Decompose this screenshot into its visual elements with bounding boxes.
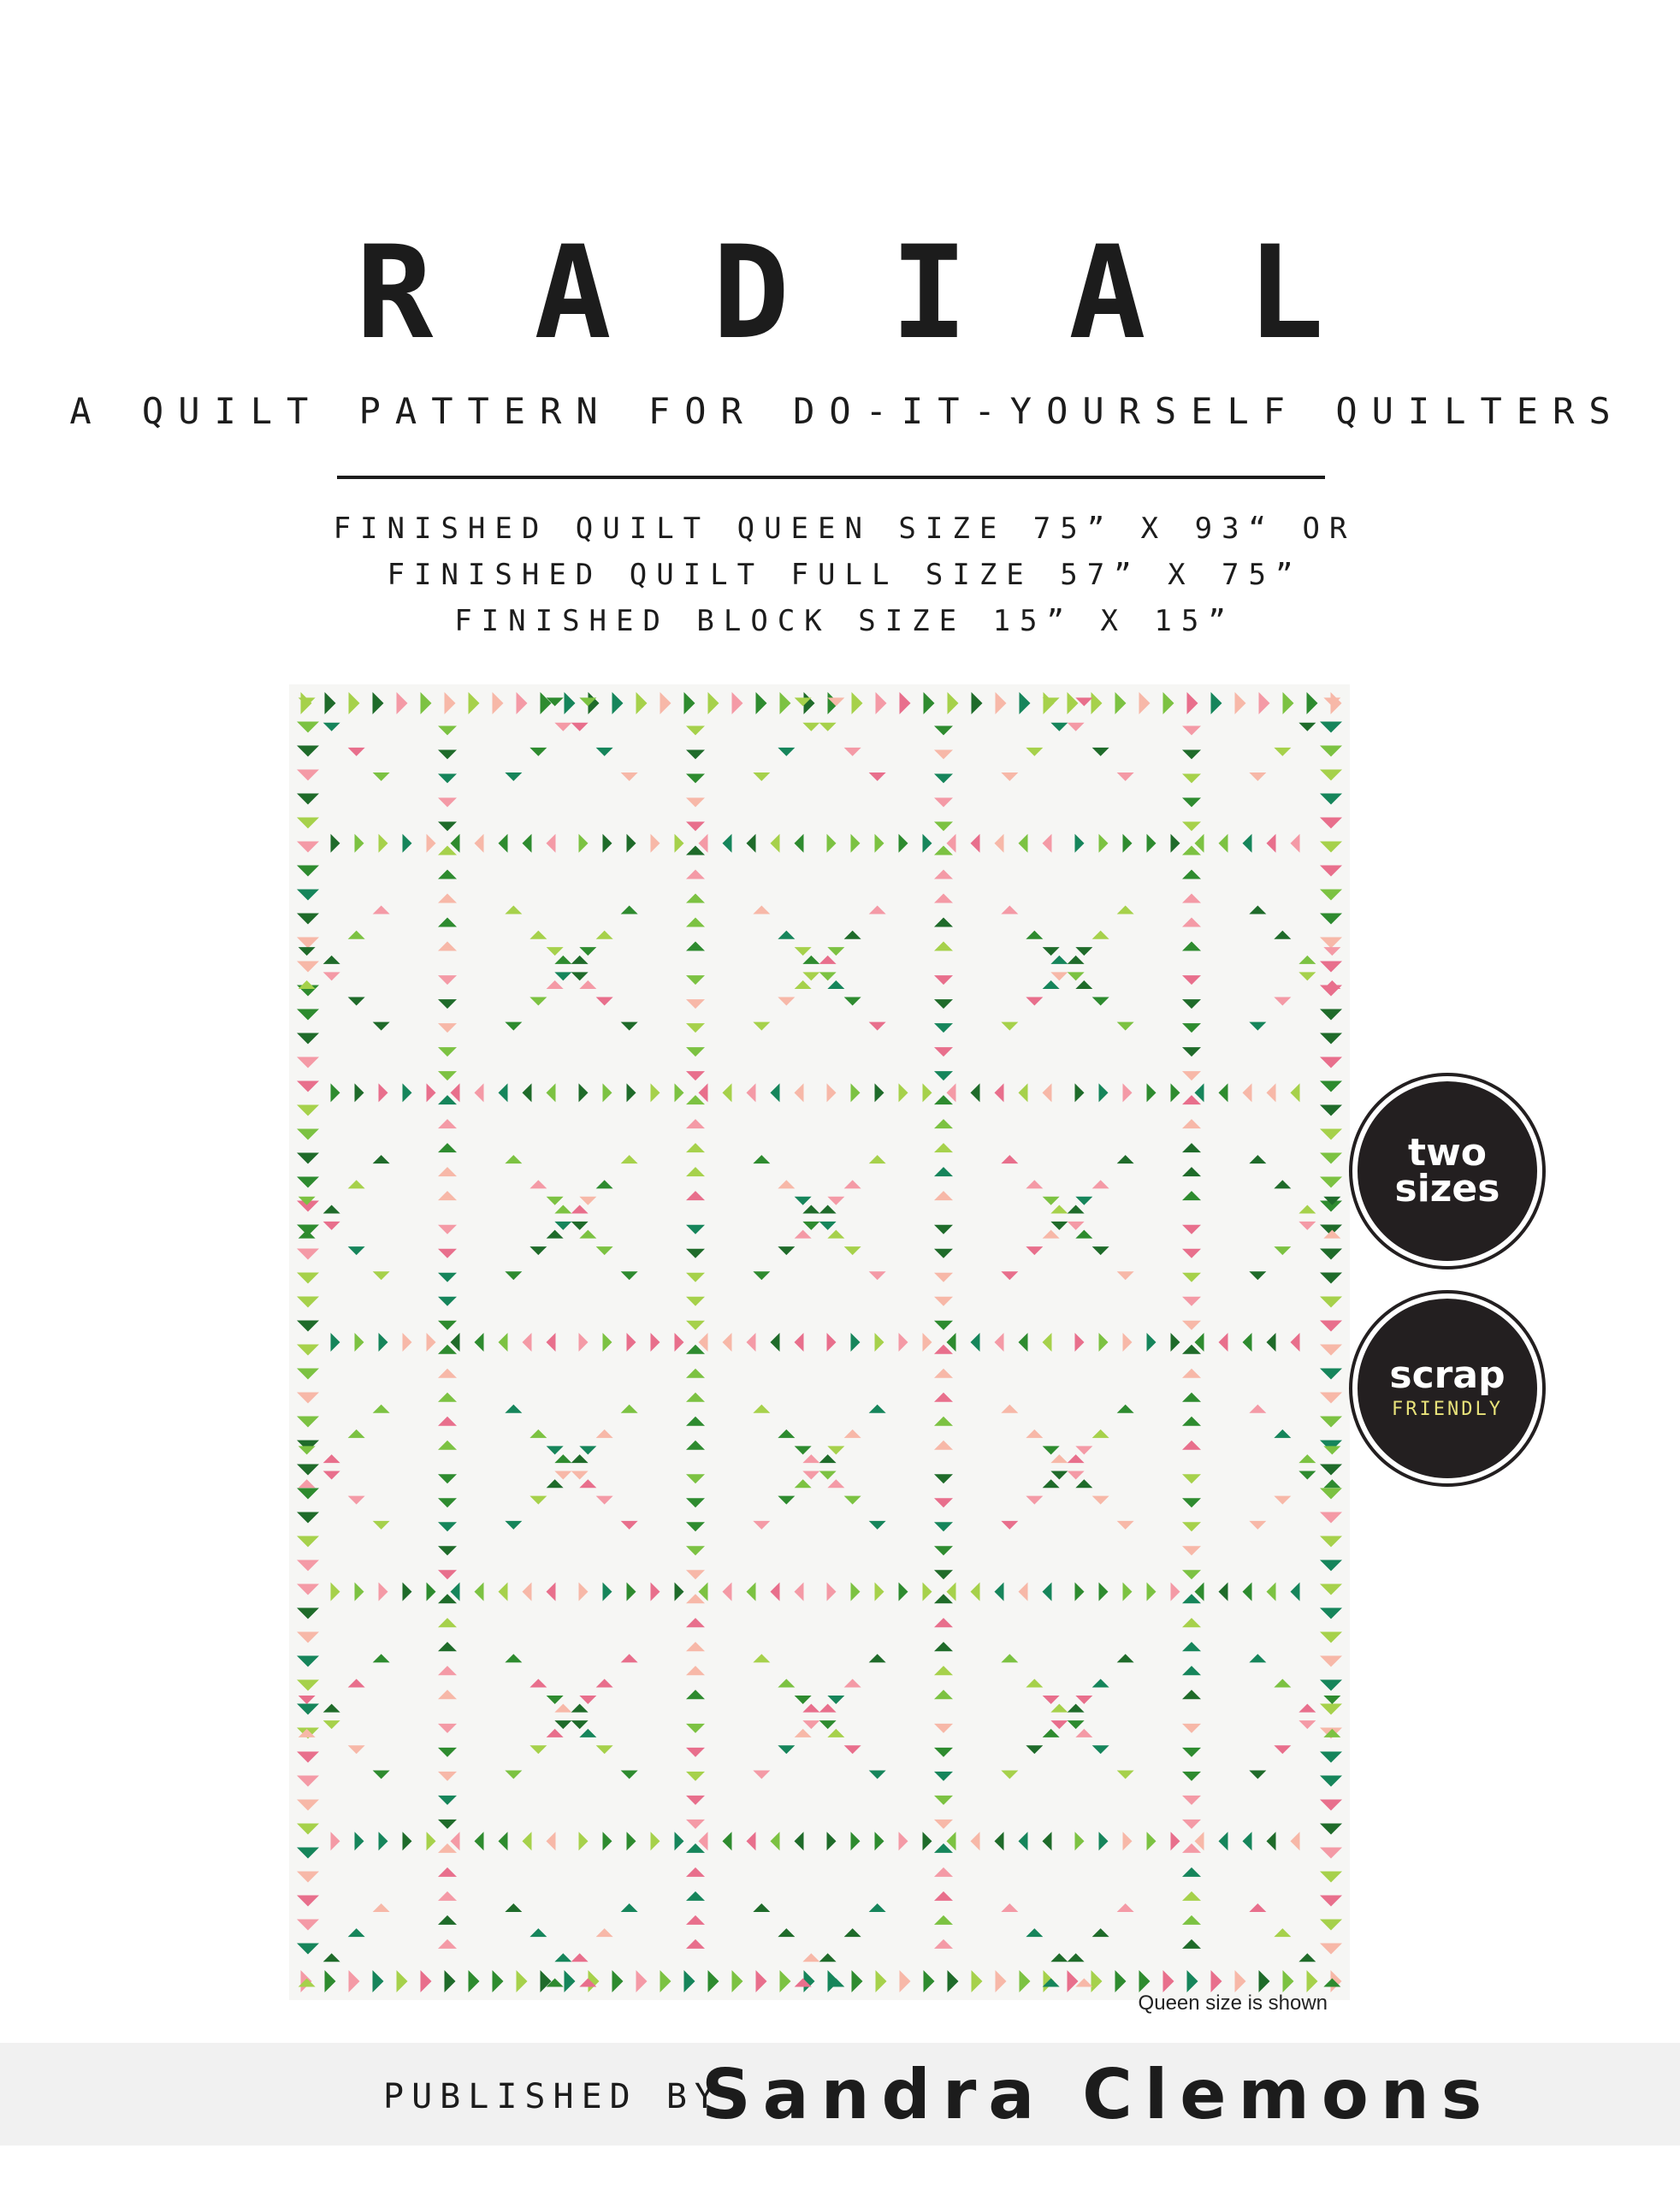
page-subtitle: A QUILT PATTERN FOR DO-IT-YOURSELF QUILTERS bbox=[69, 390, 1625, 432]
badge-scrap-bottom: FRIENDLY bbox=[1392, 1398, 1503, 1420]
footer-author: Sandra Clemons bbox=[701, 2055, 1494, 2134]
quilt-photo bbox=[289, 684, 1350, 2000]
badge-two-sizes bbox=[1352, 1076, 1542, 1266]
size-queen: FINISHED QUILT QUEEN SIZE 75” X 93“ OR bbox=[333, 512, 1357, 546]
badge-two-sizes-top: two bbox=[1408, 1131, 1487, 1175]
badge-scrap-friendly bbox=[1352, 1293, 1542, 1483]
size-full: FINISHED QUILT FULL SIZE 57” X 75” bbox=[387, 558, 1303, 592]
photo-caption: Queen size is shown bbox=[1138, 1992, 1328, 2015]
footer-published-by: PUBLISHED BY bbox=[383, 2077, 723, 2116]
size-block: FINISHED BLOCK SIZE 15” X 15” bbox=[454, 604, 1235, 638]
divider bbox=[337, 476, 1325, 479]
badge-two-sizes-bottom: sizes bbox=[1394, 1167, 1500, 1210]
badge-scrap-top: scrap bbox=[1389, 1352, 1505, 1397]
page-title: RADIAL bbox=[356, 219, 1425, 368]
